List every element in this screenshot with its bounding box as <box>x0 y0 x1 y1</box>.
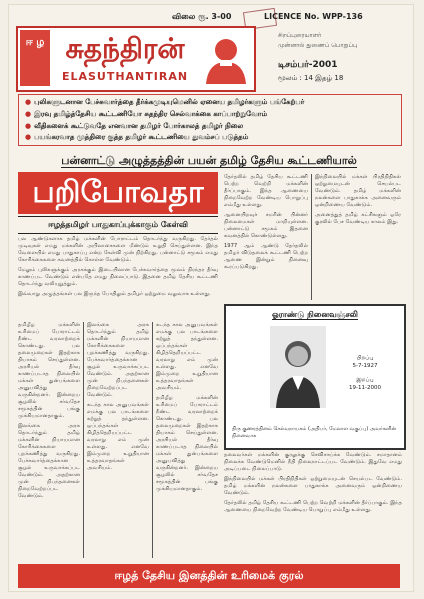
newspaper-page <box>8 4 414 592</box>
lead-paragraph: மேலும் புலிகளுக்கும் அரசுக்கும் இடையிலான பேச்சுவார்த்தை மூலம் நிரந்தர தீர்வு காணப்பட வேண்டும் என்பதே எமது நிலைப்பாடு. இதனை தமிழ் தேசிய கூட்டணி தொடர்ந்து வலியுறுத்தும். <box>18 267 218 287</box>
born-label: பிறப்பு <box>356 355 374 361</box>
top-line <box>172 12 363 22</box>
headline-item <box>25 122 243 131</box>
price: விலை ரூ. 3-00 <box>172 12 232 21</box>
column-divider <box>311 174 312 300</box>
headline-item <box>25 98 304 107</box>
issue-tag: முன்னால் துணைப் பொறுப்பு <box>278 42 358 49</box>
newspaper-title: சுதந்திரன் <box>65 32 185 65</box>
column-divider <box>152 322 153 558</box>
died-date: 19-11-2000 <box>349 385 381 391</box>
main-banner <box>18 154 400 170</box>
column-text: இந்நிலையில் மக்கள் பிரதிநிதிகள் ஒற்றுமையுடன் செயல்பட வேண்டும். தமிழ் மக்களின் நலன்களை பாதுகாக்க அனைவரும் ஒன்றிணைய வேண்டும். <box>315 174 401 208</box>
column-text: தமிழீழ மக்களின் உரிமைப் போராட்டம் நீண்ட வரலாற்றைக் கொண்டது. பல தலைமுறைகள் இதற்காக தியாகம் செய்துள்ளன. அரசியல் தீர்வு காணப்படாத நிலையில் மக்கள் துன்பங்களை அனுபவித்து வருகின்றனர். இன்றைய சூழலில் சர்வதேச சமூகத்தின் பங்கு முக்கியமானதாகும். <box>18 322 80 419</box>
headline-text: இரவு தமிழ்த்தேசிய கூட்டணியோ சுதந்திர செல்வாக்கை காப்பாற்றுவோம் <box>34 110 268 118</box>
headline-text: பயங்கரவாத முத்திரை குத்த தமிழர் கூட்டணியை துவம்சப் படுத்தம் <box>34 133 249 141</box>
headline-text: வீதிகளைக் கூட்டுவதே எனவான தமிழர் போர்காலத் தமிழர் நிலை <box>34 122 244 130</box>
issue-date: டிசம்பர்-2001 <box>278 60 338 70</box>
column-text: ஆனையிறவுச் சமரின் பின்னர் நிலைமைகள் மாறியுள்ளன. பன்னாட்டு சமூகம் இதனை கவனத்தில் கொண்டுள்ளது. <box>224 212 308 239</box>
headline-item <box>25 110 267 119</box>
article-column <box>224 174 308 302</box>
article-column <box>315 174 401 302</box>
obituary-box <box>224 304 406 450</box>
column-text: அனைத்துத் தமிழ் கட்சிகளும் ஒரே குரலில் பேச வேண்டிய காலம் இது. <box>315 212 401 225</box>
column-text: கடந்த கால அனுபவங்கள் எமக்கு பல பாடங்களை கற்றுத் தந்துள்ளன. ஒப்பந்தங்கள் கிழித்தெறியப்பட்ட வரலாறு எம் முன் உள்ளது. எனவே இம்முறை உறுதியான உத்தரவாதங்கள் அவசியம். <box>87 402 149 471</box>
obituary-photo <box>270 326 326 408</box>
issue-volume: மூலம் : 14 இதழ் 18 <box>278 74 344 82</box>
bullet-icon: ● <box>25 98 32 106</box>
bullet-icon: ● <box>25 133 32 141</box>
sub-headline: ஈழத்தமிழர் பாதுகாப்புக்காகும் கேள்வி <box>18 216 218 234</box>
obituary-dates <box>338 354 392 392</box>
column-text: தலைவர்கள் மக்களின் குரலுக்கு செவிசாய்க்க வேண்டும். சமாதானம் நிலைக்க வேண்டுமெனில் நீதி நிலைநாட்டப்பட வேண்டும். இதுவே எமது அடிப்படை நிலைப்பாடு. <box>224 452 402 472</box>
article-column <box>224 452 402 558</box>
obituary-caption: திரு குணரத்தினம் செல்வநாயகம் (அதிபர், மேலாள வகுப்பு) அவர்களின் நினைவாக <box>232 426 397 439</box>
column-text: 1977 ஆம் ஆண்டு தேர்தலில் தமிழர் விடுதலைக் கூட்டணி பெற்ற ஆணை இன்றும் நினைவு கூரப்படுகிறது. <box>224 243 308 270</box>
column-text: தமிழீழ மக்களின் உரிமைப் போராட்டம் நீண்ட வரலாற்றைக் கொண்டது. பல தலைமுறைகள் இதற்காக தியாகம் செய்துள்ளன. அரசியல் தீர்வு காணப்படாத நிலையில் மக்கள் துன்பங்களை அனுபவித்து வருகின்றனர். இன்றைய சூழலில் சர்வதேச சமூகத்தின் பங்கு முக்கியமானதாகும். <box>156 395 218 492</box>
headline-item <box>25 133 248 142</box>
newspaper-title-english: ELASUTHANTIRAN <box>61 70 189 83</box>
died-label: இறப்பு <box>356 377 374 383</box>
red-headline: பறிபோவதா <box>18 172 218 214</box>
masthead <box>16 26 256 92</box>
column-text: கடந்த கால அனுபவங்கள் எமக்கு பல பாடங்களை கற்றுத் தந்துள்ளன. ஒப்பந்தங்கள் கிழித்தெறியப்பட்ட வரலாறு எம் முன் உள்ளது. எனவே இம்முறை உறுதியான உத்தரவாதங்கள் அவசியம். <box>156 322 218 391</box>
column-text: தேர்தலில் தமிழ் தேசிய கூட்டணி பெற்ற வெற்றி மக்களின் தீர்ப்பாகும். இந்த ஆணையை நிறைவேற்ற வேண்டிய பொறுப்பு எம்மீது உள்ளது. <box>224 174 308 208</box>
banner-text: பன்னாட்டு அழுத்தத்தின் பயன் தமிழ் தேசிய கூட்டணியால் <box>61 154 357 167</box>
lead-paragraph: இவ்வாறு அழுத்தங்கள் பல இருந்த போதிலும் தமிழர் ஒற்றுமை வலுவாக உள்ளது. <box>18 291 211 297</box>
article-column <box>87 322 149 558</box>
lead-article <box>18 236 218 318</box>
article-column <box>156 322 218 558</box>
licence-number: LICENCE No. WPP-136 <box>264 12 363 21</box>
footer-banner: ஈழத் தேசிய இனத்தின் உரிமைக் குரல் <box>18 564 400 588</box>
column-divider <box>83 322 84 558</box>
lead-paragraph: பல ஆண்டுகளாக தமிழ் மக்களின் போராட்டம் தொடர்ந்து வருகிறது. தேர்தல் முடிவுகள் எமது மக்களின் அபிலாசைகளை மீண்டும் உறுதி செய்துள்ளன. இந்த வேளையில் எமது பாதுகாப்பு என்ற கேள்வி முன் நிற்கிறது. பன்னாட்டு சமூகம் எமது கோரிக்கைகளை கவனத்தில் கொள்ள வேண்டும். <box>18 236 218 263</box>
headline-text: புலிகளுடனான பேச்சுவார்த்தை தீர்க்கமுடியுமெனில் ஏனைய தமிழர்களும் பங்கேற்பர் <box>34 98 305 106</box>
masthead-badge: ஈ ழ <box>20 30 50 86</box>
bullet-icon: ● <box>25 110 32 118</box>
column-text: இந்நிலையில் மக்கள் பிரதிநிதிகள் ஒற்றுமையுடன் செயல்பட வேண்டும். தமிழ் மக்களின் நலன்களை பாதுகாக்க அனைவரும் ஒன்றிணைய வேண்டும். <box>224 476 402 496</box>
born-date: 5-7-1927 <box>352 363 378 369</box>
masthead-portrait <box>202 32 250 84</box>
issue-tag: சிறப்புரையாளர் <box>278 32 322 39</box>
article-column <box>18 322 80 558</box>
obituary-heading: ஓராண்டு நினைவஞ்சலி <box>272 310 358 319</box>
issue-info <box>272 26 390 88</box>
column-text: தேர்தலில் தமிழ் தேசிய கூட்டணி பெற்ற வெற்றி மக்களின் தீர்ப்பாகும். இந்த ஆணையை நிறைவேற்ற வேண்டிய பொறுப்பு எம்மீது உள்ளது. <box>224 500 402 513</box>
bullet-icon: ● <box>25 122 32 130</box>
column-text: இலங்கை அரசு தொடர்ந்தும் தமிழ் மக்களின் நியாயமான கோரிக்கைகளை புறக்கணித்து வருகிறது. பேச்சுவார்த்தைக்கான சூழல் உருவாக்கப்பட வேண்டும். அதற்கான முன் நிபந்தனைகள் நிறைவேற்றப்பட வேண்டும். <box>87 322 149 398</box>
column-text: இலங்கை அரசு தொடர்ந்தும் தமிழ் மக்களின் நியாயமான கோரிக்கைகளை புறக்கணித்து வருகிறது. பேச்சுவார்த்தைக்கான சூழல் உருவாக்கப்பட வேண்டும். அதற்கான முன் நிபந்தனைகள் நிறைவேற்றப்பட வேண்டும். <box>18 423 80 499</box>
headline-box <box>18 94 402 146</box>
